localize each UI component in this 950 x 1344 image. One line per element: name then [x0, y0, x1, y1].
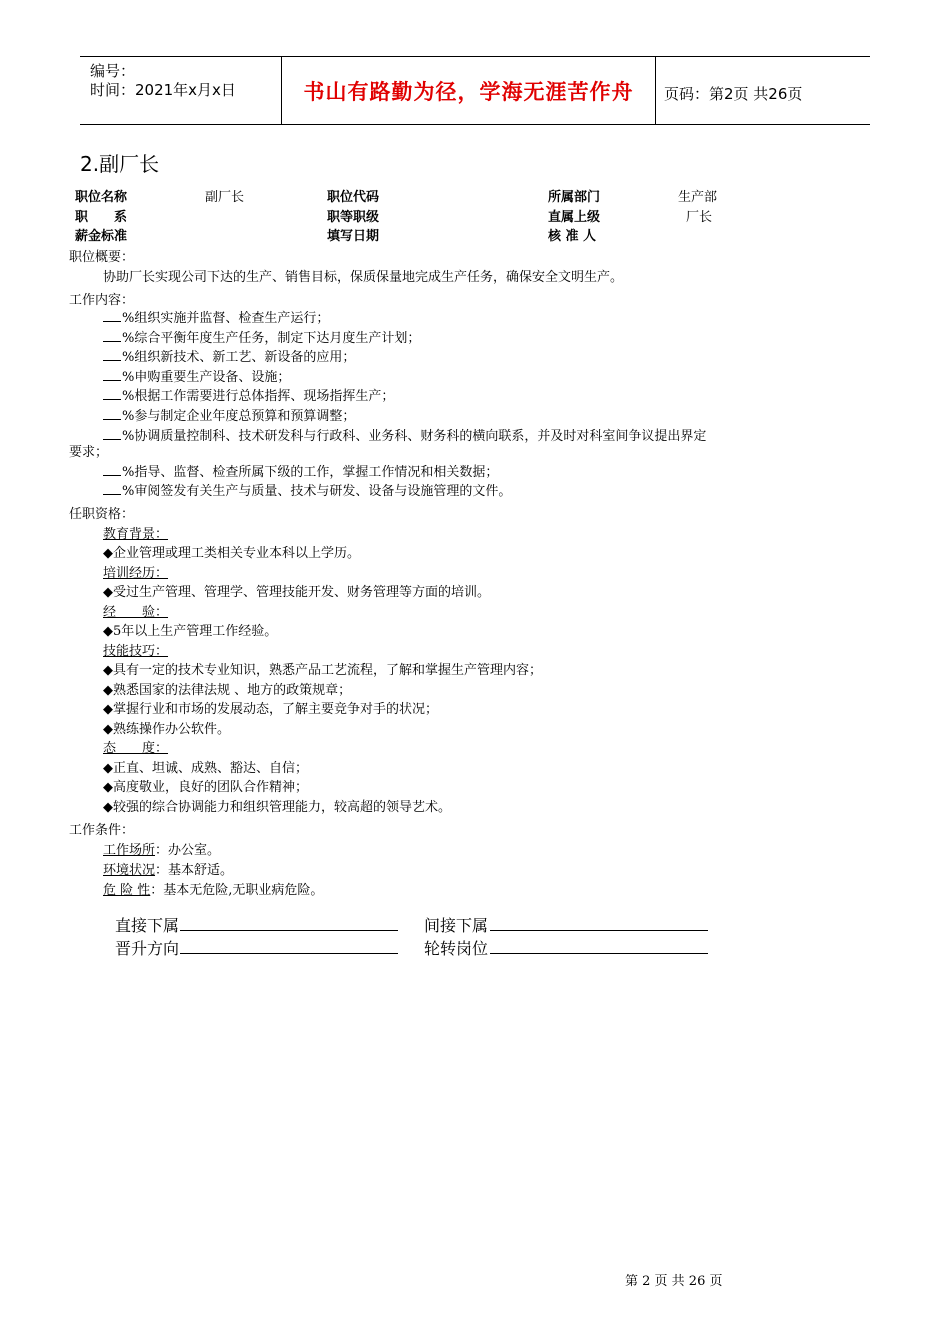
list-item: %参与制定企业年度总预算和预算调整；: [103, 405, 355, 424]
list-item: %组织实施并监督、检查生产运行；: [103, 307, 329, 326]
value-department: 生产部: [678, 190, 718, 205]
indirect-reports-label: 间接下属: [424, 916, 489, 935]
condition-risk: 危 险 性：基本无危险,无职业病危险。: [103, 883, 324, 898]
summary-text: 协助厂长实现公司下达的生产、销售目标，保质保量地完成生产任务，确保安全文明生产。: [103, 270, 624, 285]
list-item-wrap: 要求；: [69, 445, 109, 460]
label-series: 职 系: [75, 210, 128, 225]
direct-reports-label: 直接下属: [115, 916, 180, 935]
list-item: %综合平衡年度生产任务，制定下达月度生产计划；: [103, 327, 420, 346]
attitude-label: 态 度：: [103, 741, 169, 756]
skills-label: 技能技巧：: [103, 644, 169, 659]
conditions-heading: 工作条件：: [69, 823, 135, 838]
label-position-code: 职位代码: [327, 190, 380, 205]
doc-number-label: 编号：: [90, 62, 136, 80]
header-page-info: 页码：第2页 共26页: [664, 85, 803, 103]
direct-reports-line: [180, 930, 398, 931]
list-item: %申购重要生产设备、设施；: [103, 366, 290, 385]
list-item: ◆掌握行业和市场的发展动态，了解主要竞争对手的状况；: [103, 702, 438, 717]
experience-label: 经 验：: [103, 605, 169, 620]
header-top-rule: [80, 56, 870, 57]
list-item: ◆具有一定的技术专业知识，熟悉产品工艺流程，了解和掌握生产管理内容；: [103, 663, 542, 678]
list-item: %组织新技术、新工艺、新设备的应用；: [103, 346, 355, 365]
training-label: 培训经历：: [103, 566, 169, 581]
list-item: %审阅签发有关生产与质量、技术与研发、设备与设施管理的文件。: [103, 480, 511, 499]
list-item: %根据工作需要进行总体指挥、现场指挥生产；: [103, 385, 394, 404]
list-item: ◆熟练操作办公软件。: [103, 722, 230, 737]
list-item: ◆正直、坦诚、成熟、豁达、自信；: [103, 761, 308, 776]
header-divider-right: [655, 56, 656, 125]
summary-heading: 职位概要：: [69, 250, 135, 265]
page-title: 2.副厂长: [80, 152, 160, 176]
condition-environment: 环境状况：基本舒适。: [103, 863, 234, 878]
list-item: %协调质量控制科、技术研发科与行政科、业务科、财务科的横向联系，并及时对科室间争议提出界定: [103, 425, 706, 444]
header-bottom-rule: [80, 124, 870, 125]
label-grade: 职等职级: [327, 210, 380, 225]
rotation-label: 轮转岗位: [424, 939, 489, 958]
work-heading: 工作内容：: [69, 293, 135, 308]
education-label: 教育背景：: [103, 527, 169, 542]
value-position-name: 副厂长: [205, 190, 245, 205]
label-approver: 核 准 人: [548, 229, 597, 244]
rotation-line: [490, 953, 708, 954]
promotion-label: 晋升方向: [115, 939, 180, 958]
list-item: %指导、监督、检查所属下级的工作，掌握工作情况和相关数据；: [103, 461, 498, 480]
label-position-name: 职位名称: [75, 190, 128, 205]
qualification-heading: 任职资格：: [69, 507, 135, 522]
condition-place: 工作场所：办公室。: [103, 843, 221, 858]
doc-time: 时间：2021年x月x日: [90, 81, 236, 99]
label-supervisor: 直属上级: [548, 210, 601, 225]
list-item: ◆熟悉国家的法律法规 、地方的政策规章；: [103, 683, 352, 698]
indirect-reports-line: [490, 930, 708, 931]
label-fill-date: 填写日期: [327, 229, 380, 244]
label-department: 所属部门: [548, 190, 601, 205]
list-item: ◆高度敬业，良好的团队合作精神；: [103, 780, 308, 795]
label-salary: 薪金标准: [75, 229, 128, 244]
experience-text: ◆5年以上生产管理工作经验。: [103, 624, 278, 639]
promotion-line: [180, 953, 398, 954]
value-supervisor: 厂长: [686, 210, 713, 225]
training-text: ◆受过生产管理、管理学、管理技能开发、财务管理等方面的培训。: [103, 585, 490, 600]
list-item: ◆较强的综合协调能力和组织管理能力，较高超的领导艺术。: [103, 800, 451, 815]
education-text: ◆企业管理或理工类相关专业本科以上学历。: [103, 546, 360, 561]
page-footer: 第 2 页 共 26 页: [625, 1274, 723, 1289]
header-motto: 书山有路勤为径，学海无涯苦作舟: [303, 80, 634, 104]
